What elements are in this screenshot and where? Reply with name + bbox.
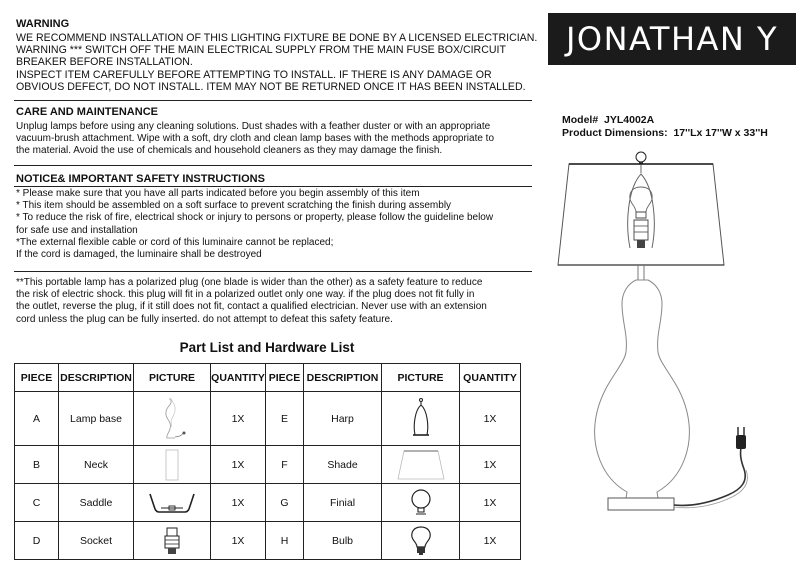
col-header-piece: PIECE [15, 364, 59, 392]
picture-cell [382, 446, 460, 484]
piece-cell: G [266, 484, 304, 522]
description-cell: Harp [304, 392, 382, 446]
description-cell: Socket [59, 522, 134, 560]
warning-line: OBVIOUS DEFECT, DO NOT INSTALL. ITEM MAY NOT BE RETURNED ONCE IT HAS BEEN INSTALLED. [16, 80, 526, 93]
picture-cell [134, 522, 211, 560]
piece-cell: A [15, 392, 59, 446]
picture-cell [134, 484, 211, 522]
table-row [15, 484, 521, 522]
divider [14, 165, 532, 166]
lamp-illustration [550, 145, 800, 565]
shade-part [558, 164, 724, 265]
col-header-picture: PICTURE [382, 364, 460, 392]
care-line: vacuum-brush attachment. Wipe with a soft, dry cloth and clean lamp bases with the methods appropriate to [16, 133, 495, 145]
piece-cell: F [266, 446, 304, 484]
table-row [15, 522, 521, 560]
product-info [562, 114, 768, 140]
notice-line: for safe use and installation [16, 224, 138, 236]
picture-cell [382, 392, 460, 446]
warning-heading: WARNING [16, 18, 70, 30]
warning-line: WE RECOMMEND INSTALLATION OF THIS LIGHTING FIXTURE BE DONE BY A LICENSED ELECTRICIAN. [16, 32, 538, 44]
divider [14, 271, 532, 272]
lamp-base-icon [157, 397, 187, 441]
picture-cell [134, 446, 211, 484]
shade-icon [396, 448, 446, 482]
description-cell: Neck [59, 446, 134, 484]
quantity-cell: 1X [211, 484, 266, 522]
dimensions-label: Product Dimensions: [562, 127, 668, 139]
bulb-icon [406, 525, 436, 557]
piece-cell: B [15, 446, 59, 484]
warning-line: BREAKER BEFORE INSTALLATION. [16, 56, 193, 69]
neck-part [638, 265, 644, 280]
piece-cell: D [15, 522, 59, 560]
col-header-quantity: QUANTITY [211, 364, 266, 392]
col-header-picture: PICTURE [134, 364, 211, 392]
plug-line: the outlet, reverse the plug, if it still does not fit, contact a qualified electrician. Never use with an extension [16, 301, 487, 313]
parts-title: Part List and Hardware List [179, 340, 355, 355]
piece-cell: E [266, 392, 304, 446]
col-header-description: DESCRIPTION [304, 364, 382, 392]
divider [14, 100, 532, 101]
quantity-cell: 1X [211, 446, 266, 484]
plug-line: **This portable lamp has a polarized plug (one blade is wider than the other) as a safety feature to reduce [16, 277, 483, 288]
picture-cell [382, 484, 460, 522]
notice-line: * To reduce the risk of fire, electrical shock or injury to persons or property, please follow the guideline below [16, 212, 494, 224]
dimensions-value: 17''Lx 17''W x 33''H [673, 127, 768, 139]
quantity-cell: 1X [460, 392, 521, 446]
warning-line: WARNING *** SWITCH OFF THE MAIN ELECTRICAL SUPPLY FROM THE MAIN FUSE BOX/CIRCUIT [16, 44, 506, 57]
lamp-base-part [595, 280, 690, 498]
description-cell: Finial [304, 484, 382, 522]
plug-icon [736, 435, 746, 449]
picture-cell [382, 522, 460, 560]
col-header-piece: PIECE [266, 364, 304, 392]
quantity-cell: 1X [211, 522, 266, 560]
plug-line: cord unless the plug can be fully inserted. do not attempt to defeat this safety feature. [16, 313, 393, 325]
description-cell: Shade [304, 446, 382, 484]
care-line: the material. Avoid the use of chemicals and household cleaners as they may damage the finish. [16, 145, 443, 157]
warning-text [16, 32, 537, 93]
care-text [16, 121, 494, 158]
col-header-description: DESCRIPTION [59, 364, 134, 392]
divider [14, 186, 532, 187]
model-label: Model# [562, 114, 599, 126]
table-row [15, 392, 521, 446]
parts-table [14, 363, 521, 560]
notice-line: If the cord is damaged, the luminaire shall be destroyed [16, 249, 262, 261]
finial-icon [406, 487, 436, 519]
table-header-row [15, 364, 521, 392]
piece-cell: H [266, 522, 304, 560]
finial-part [636, 152, 646, 162]
care-line: Unplug lamps before using any cleaning solutions. Dust shades with a feather duster or with an appropriate [16, 121, 491, 132]
picture-cell [134, 392, 211, 446]
description-cell: Saddle [59, 484, 134, 522]
care-heading: CARE AND MAINTENANCE [16, 106, 158, 118]
piece-cell: C [15, 484, 59, 522]
description-cell: Bulb [304, 522, 382, 560]
quantity-cell: 1X [460, 522, 521, 560]
model-number: JYL4002A [604, 114, 655, 126]
brand-logo: JONATHAN Y [548, 13, 796, 65]
plug-text [16, 277, 487, 326]
harp-icon [406, 397, 436, 441]
notice-line: * Please make sure that you have all parts indicated before you begin assembly of this item [16, 188, 420, 199]
neck-icon [157, 448, 187, 482]
plug-line: the risk of electric shock. this plug will fit in a polarized outlet only one way. if the plug does not fit fully in [16, 289, 475, 301]
quantity-cell: 1X [460, 446, 521, 484]
notice-line: * This item should be assembled on a soft surface to prevent scratching the finish during assembly [16, 200, 452, 212]
description-cell: Lamp base [59, 392, 134, 446]
socket-icon [157, 525, 187, 557]
notice-heading: NOTICE& IMPORTANT SAFETY INSTRUCTIONS [16, 173, 265, 185]
saddle-icon [147, 488, 197, 518]
quantity-cell: 1X [211, 392, 266, 446]
notice-text [16, 188, 493, 261]
quantity-cell: 1X [460, 484, 521, 522]
warning-line: INSPECT ITEM CAREFULLY BEFORE ATTEMPTING TO INSTALL. IF THERE IS ANY DAMAGE OR [16, 68, 492, 81]
table-row [15, 446, 521, 484]
col-header-quantity: QUANTITY [460, 364, 521, 392]
notice-line: *The external flexible cable or cord of this luminaire cannot be replaced; [16, 236, 334, 248]
